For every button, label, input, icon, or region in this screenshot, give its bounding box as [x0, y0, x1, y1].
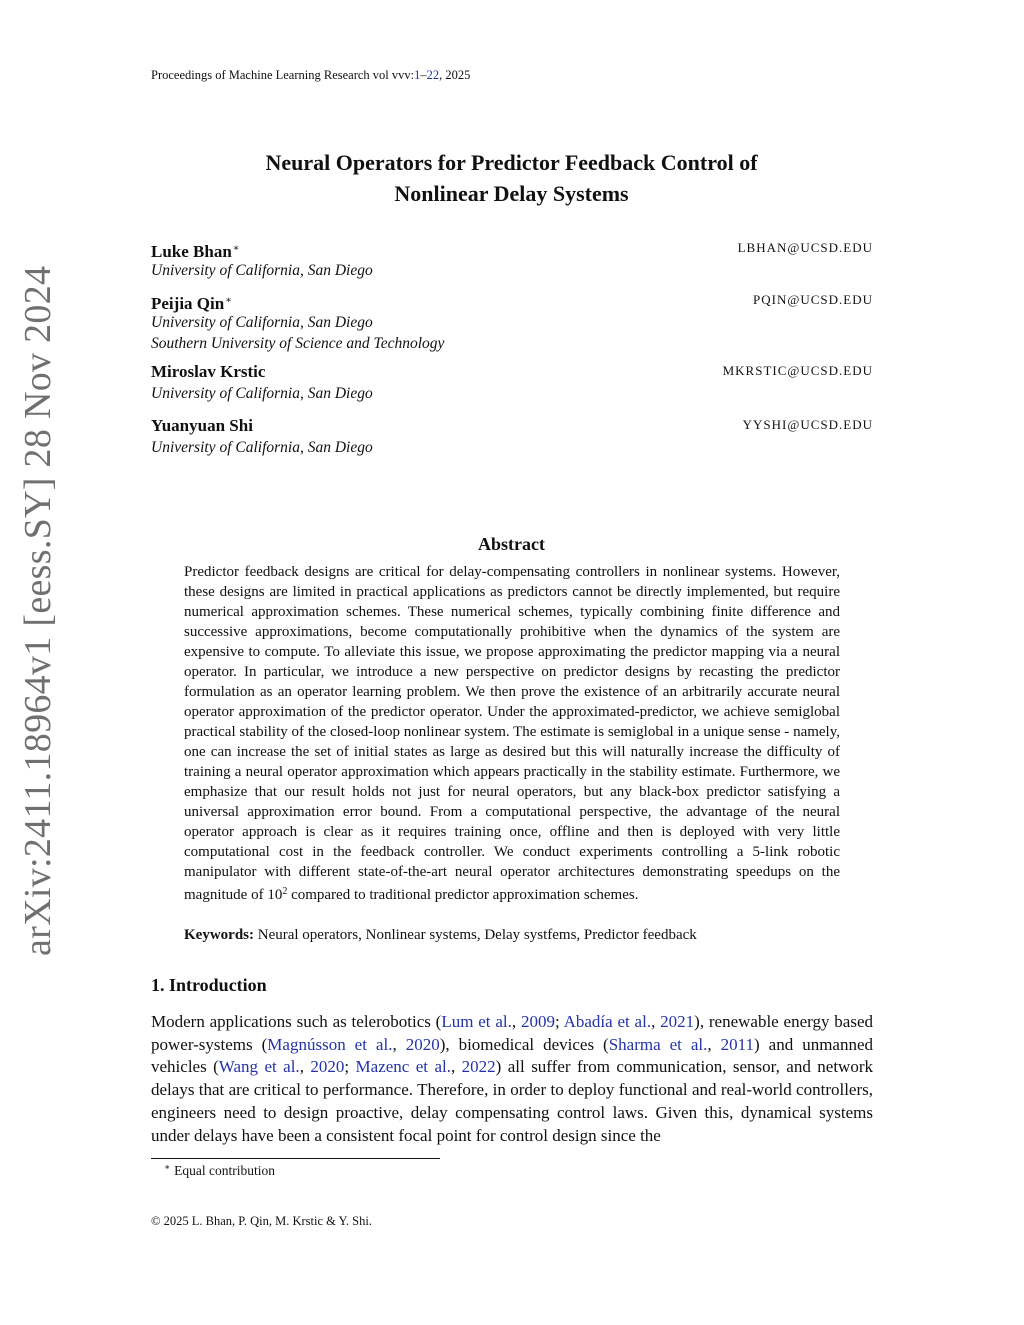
abstract-text: Predictor feedback designs are critical for delay-compensating controllers in nonlinear systems. However, these designs are limited in practical applications as predictors cannot be directly implemented, but require numerical approximation schemes. These numerical schemes, typically combining finite difference and successive approximations, become computationally prohibitive when the dynamics of the system are expensive to compute. To alleviate this issue, we propose approximating the predictor mapping via a neural operator. In particular, we introduce a new perspective on predictor designs by recasting the predictor formulation as an operator learning problem. We then prove the existence of an arbitrarily accurate neural operator approximation of the predictor operator. Under the approximated-predictor, we achieve semiglobal practical stability of the closed-loop nonlinear system. The estimate is semiglobal in a unique sense - namely, one can increase the set of initial states as large as desired but this will naturally increase the difficulty of training a neural operator approximation which appears practically in the stability estimate. Furthermore, we emphasize that our result holds not just for neural operators, but any black-box predictor satisfying a universal approximation error bound. From a computational perspective, the advantage of the neural operator approach is clear as it requires training once, offline and then is deployed with very little computational cost in the feedback controller. We conduct experiments controlling a 5-link robotic manipulator with different state-of-the-art neural operator architectures demonstrating speedups on the magnitude of $10^2$ compared to traditional predictor approximation schemes.	[184, 564, 840, 903]
title-line-2: Nonlinear Delay Systems	[394, 181, 629, 206]
citation-year-link[interactable]: 2020	[310, 1057, 345, 1077]
author-block	[151, 238, 873, 281]
footnote-text: Equal contribution	[174, 1163, 275, 1178]
power-base: 10	[267, 887, 283, 903]
keywords	[184, 925, 840, 945]
author-affiliation: Southern University of Science and Technology	[151, 335, 445, 352]
section-heading-introduction: 1. Introduction	[151, 975, 267, 995]
footnote-divider	[151, 1158, 440, 1159]
author-email: LBHAN@UCSD.EDU	[737, 240, 873, 255]
author-block	[151, 361, 873, 404]
citation-year-link[interactable]: 2021	[660, 1012, 695, 1031]
citation-link[interactable]: Sharma et al.	[608, 1034, 708, 1054]
citation-link[interactable]: Mazenc et al.	[355, 1057, 451, 1077]
title-line-1: Neural Operators for Predictor Feedback Control of	[265, 150, 758, 175]
citation-link[interactable]: Magnússon et al.	[267, 1034, 393, 1054]
introduction-paragraph: Modern applications such as telerobotics (Lum et al., 2009; Abadía et al., 2021), renewable energy based power-systems (Magnússon et al., 2020), biomedical devices (Sharma et al., 2011) and unmanned vehicles (Wang et al., 2020; Mazenc et al., 2022) all suffer from communication, sensor, and network delays that are critical to performance. Therefore, in order to deploy functional and real-world controllers, engineers need to design proactive, delay compensating control laws. Given this, dynamical systems under delays have been a consistent focal point for control design since the	[151, 1012, 874, 1145]
citation-link[interactable]: Wang et al.	[218, 1057, 300, 1077]
citation-year-link[interactable]: 2009	[520, 1012, 555, 1031]
author-email: MKRSTIC@UCSD.EDU	[722, 363, 873, 378]
citation-year-link[interactable]: 2022	[461, 1057, 496, 1077]
author-affiliation: University of California, San Diego	[151, 314, 373, 331]
power-exponent: 2	[282, 886, 288, 897]
citation-link[interactable]: Abadía et al.	[563, 1012, 652, 1031]
page-start-link[interactable]: 1	[414, 68, 421, 82]
author-email: PQIN@UCSD.EDU	[753, 292, 873, 307]
author-name: Miroslav Krstic	[151, 362, 266, 381]
author-affiliation: University of California, San Diego	[151, 385, 373, 402]
footnote-mark: ∗	[164, 1162, 171, 1172]
author-name: Luke Bhan∗	[151, 242, 240, 261]
copyright-notice: © 2025 L. Bhan, P. Qin, M. Krstic & Y. Shi.	[151, 1214, 372, 1228]
footnote	[164, 1162, 275, 1179]
running-head	[151, 68, 470, 83]
author-block	[151, 290, 873, 354]
keywords-list: Neural operators, Nonlinear systems, Delay systfems, Predictor feedback	[254, 927, 697, 943]
page-range-dash: –	[420, 68, 427, 82]
arxiv-identifier-stamp: arXiv:2411.18964v1 [eess.SY] 28 Nov 2024	[17, 265, 59, 956]
paper-title	[151, 147, 872, 209]
citation-year-link[interactable]: 2011	[720, 1034, 755, 1054]
author-affiliation: University of California, San Diego	[151, 262, 373, 279]
author-name: Yuanyuan Shi	[151, 416, 253, 435]
abstract-heading: Abstract	[478, 534, 545, 554]
author-email: YYSHI@UCSD.EDU	[742, 417, 873, 432]
citation-year-link[interactable]: 2020	[405, 1034, 440, 1054]
page-end-link[interactable]: 22	[426, 68, 440, 82]
citation-link[interactable]: Lum et al.	[441, 1012, 512, 1031]
equal-contribution-mark: ∗	[232, 243, 240, 254]
author-name: Peijia Qin∗	[151, 294, 232, 313]
running-head-text: Proceedings of Machine Learning Research vol vvv:	[151, 68, 415, 82]
author-affiliation: University of California, San Diego	[151, 439, 373, 456]
running-head-year: , 2025	[439, 68, 471, 82]
keywords-label: Keywords:	[184, 927, 254, 943]
equal-contribution-mark: ∗	[225, 295, 232, 306]
author-block	[151, 415, 873, 458]
